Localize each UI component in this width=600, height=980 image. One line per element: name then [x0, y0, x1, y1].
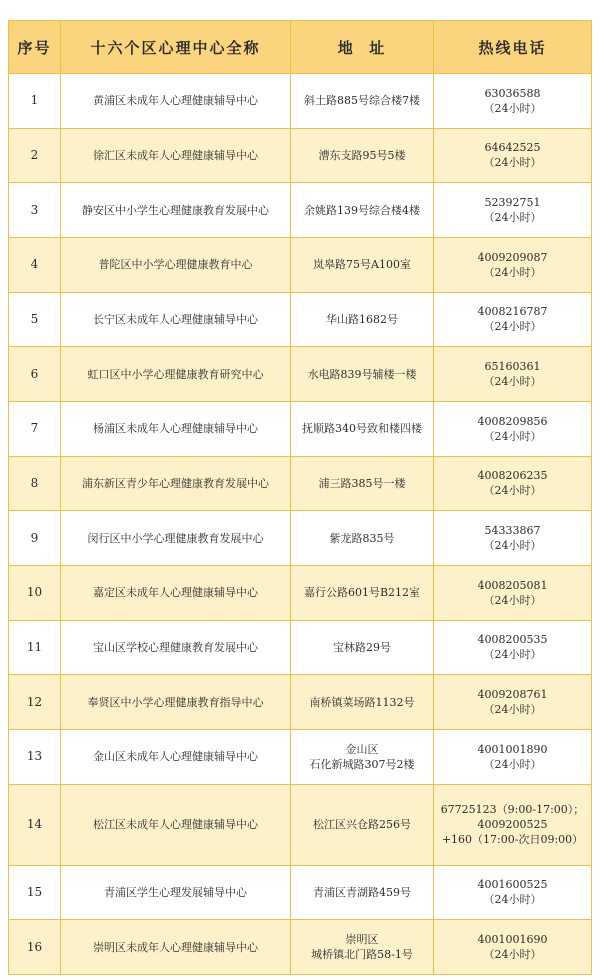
- center-name: 闵行区中小学心理健康教育发展中心: [61, 511, 291, 566]
- center-name: 浦东新区青少年心理健康教育发展中心: [61, 456, 291, 511]
- address-line: 青浦区青湖路459号: [313, 885, 411, 899]
- table-row: [9, 920, 592, 975]
- address-line: 漕东支路95号5楼: [318, 148, 406, 162]
- hotline-phone: [434, 620, 592, 675]
- table-row: [9, 237, 592, 292]
- hotline-phone: [434, 347, 592, 402]
- address-line: 水电路839号辅楼一楼: [307, 367, 417, 381]
- phone-line: 4009208761: [477, 688, 548, 702]
- row-index: 9: [9, 511, 61, 566]
- table-row: [9, 675, 592, 730]
- row-index: 2: [9, 128, 61, 183]
- address-line: 石化新城路307号2楼: [309, 757, 415, 771]
- center-name: 普陀区中小学心理健康教育中心: [61, 237, 291, 292]
- address-line: 城桥镇北门路58-1号: [311, 948, 413, 962]
- center-address: [291, 183, 434, 238]
- center-name: 松江区未成年人心理健康辅导中心: [61, 784, 291, 865]
- row-index: 13: [9, 729, 61, 784]
- phone-line: （24小时）: [483, 893, 542, 907]
- phone-line: 64642525: [484, 141, 541, 155]
- center-name: 奉贤区中小学心理健康教育指导中心: [61, 675, 291, 730]
- address-line: 岚皋路75号A100室: [313, 258, 411, 272]
- row-index: 7: [9, 401, 61, 456]
- table-row: [9, 565, 592, 620]
- hotline-phone: [434, 401, 592, 456]
- table-row: [9, 183, 592, 238]
- row-index: 12: [9, 675, 61, 730]
- center-name: 黄浦区未成年人心理健康辅导中心: [61, 74, 291, 129]
- center-address: [291, 865, 434, 920]
- phone-line: （24小时）: [483, 101, 542, 115]
- address-line: 余姚路139号综合楼4楼: [304, 203, 420, 217]
- phone-line: （24小时）: [483, 265, 542, 279]
- hotline-phone: [434, 292, 592, 347]
- hotline-phone: [434, 183, 592, 238]
- hotline-phone: [434, 729, 592, 784]
- header-address: 地 址: [291, 21, 434, 74]
- row-index: 11: [9, 620, 61, 675]
- hotline-phone: [434, 565, 592, 620]
- hotline-phone: [434, 74, 592, 129]
- table-body: [9, 74, 592, 975]
- phone-line: （24小时）: [483, 484, 542, 498]
- phone-line: （24小时）: [483, 539, 542, 553]
- phone-line: 4008205081: [477, 578, 548, 592]
- center-address: [291, 565, 434, 620]
- table-row: [9, 784, 592, 865]
- center-address: [291, 347, 434, 402]
- phone-line: 65160361: [484, 360, 541, 374]
- address-line: 斜土路885号综合楼7楼: [304, 94, 420, 108]
- phone-line: 4008200535: [477, 633, 548, 647]
- center-address: [291, 401, 434, 456]
- header-phone: 热线电话: [434, 21, 592, 74]
- table-row: [9, 347, 592, 402]
- phone-line: 67725123（9:00-17:00）；: [440, 803, 585, 817]
- phone-line: 4001600525: [477, 878, 548, 892]
- phone-line: （24小时）: [483, 648, 542, 662]
- table-row: [9, 865, 592, 920]
- phone-line: （24小时）: [483, 703, 542, 717]
- center-name: 长宁区未成年人心理健康辅导中心: [61, 292, 291, 347]
- phone-line: 4001001890: [477, 742, 548, 756]
- address-line: 嘉行公路601号B212室: [303, 586, 421, 600]
- hotline-phone: [434, 456, 592, 511]
- address-line: 金山区: [345, 742, 379, 756]
- center-table: [8, 20, 592, 975]
- center-name: 金山区未成年人心理健康辅导中心: [61, 729, 291, 784]
- row-index: 14: [9, 784, 61, 865]
- header-name: 十六个区心理中心全称: [61, 21, 291, 74]
- center-address: [291, 511, 434, 566]
- row-index: 8: [9, 456, 61, 511]
- phone-line: （24小时）: [483, 375, 542, 389]
- center-address: [291, 74, 434, 129]
- phone-line: （24小时）: [483, 593, 542, 607]
- center-name: 宝山区学校心理健康教育发展中心: [61, 620, 291, 675]
- table-row: [9, 456, 592, 511]
- phone-line: （24小时）: [483, 156, 542, 170]
- phone-line: 52392751: [484, 196, 541, 210]
- phone-line: 54333867: [484, 524, 541, 538]
- phone-line: （24小时）: [483, 429, 542, 443]
- row-index: 1: [9, 74, 61, 129]
- center-address: [291, 729, 434, 784]
- table-row: [9, 401, 592, 456]
- address-line: 华山路1682号: [326, 312, 398, 326]
- phone-line: （24小时）: [483, 948, 542, 962]
- phone-line: 4008216787: [477, 305, 548, 319]
- table-row: [9, 620, 592, 675]
- table-header: [9, 21, 592, 74]
- phone-line: （24小时）: [483, 757, 542, 771]
- header-index: 序号: [9, 21, 61, 74]
- center-name: 崇明区未成年人心理健康辅导中心: [61, 920, 291, 975]
- row-index: 15: [9, 865, 61, 920]
- table-row: [9, 511, 592, 566]
- table-row: [9, 74, 592, 129]
- address-line: 紫龙路835号: [329, 531, 395, 545]
- center-name: 嘉定区未成年人心理健康辅导中心: [61, 565, 291, 620]
- phone-line: 4001001690: [477, 933, 548, 947]
- row-index: 5: [9, 292, 61, 347]
- center-name: 静安区中小学生心理健康教育发展中心: [61, 183, 291, 238]
- hotline-phone: [434, 865, 592, 920]
- address-line: 宝林路29号: [333, 640, 391, 654]
- center-address: [291, 620, 434, 675]
- hotline-phone: [434, 920, 592, 975]
- center-address: [291, 784, 434, 865]
- phone-line: 4008209856: [477, 414, 548, 428]
- center-address: [291, 456, 434, 511]
- phone-line: 4008206235: [477, 469, 548, 483]
- table-row: [9, 292, 592, 347]
- center-address: [291, 920, 434, 975]
- phone-line: 4009209087: [477, 250, 548, 264]
- table-row: [9, 128, 592, 183]
- hotline-phone: [434, 675, 592, 730]
- phone-line: 4009200525: [477, 818, 548, 832]
- address-line: 抚顺路340号致和楼四楼: [302, 422, 422, 436]
- address-line: 松江区兴仓路256号: [313, 818, 411, 832]
- hotline-phone: [434, 237, 592, 292]
- phone-line: 63036588: [484, 86, 541, 100]
- phone-line: （24小时）: [483, 320, 542, 334]
- center-address: [291, 237, 434, 292]
- center-name: 青浦区学生心理发展辅导中心: [61, 865, 291, 920]
- row-index: 3: [9, 183, 61, 238]
- phone-line: （24小时）: [483, 211, 542, 225]
- row-index: 10: [9, 565, 61, 620]
- header-row: [9, 21, 592, 74]
- address-line: 浦三路385号一楼: [318, 476, 406, 490]
- center-name: 徐汇区未成年人心理健康辅导中心: [61, 128, 291, 183]
- row-index: 4: [9, 237, 61, 292]
- address-line: 南桥镇菜场路1132号: [309, 695, 415, 709]
- center-address: [291, 128, 434, 183]
- center-address: [291, 292, 434, 347]
- center-name: 虹口区中小学心理健康教育研究中心: [61, 347, 291, 402]
- hotline-phone: [434, 784, 592, 865]
- row-index: 6: [9, 347, 61, 402]
- hotline-phone: [434, 128, 592, 183]
- center-address: [291, 675, 434, 730]
- center-name: 杨浦区未成年人心理健康辅导中心: [61, 401, 291, 456]
- address-line: 崇明区: [345, 933, 379, 947]
- row-index: 16: [9, 920, 61, 975]
- table-row: [9, 729, 592, 784]
- hotline-phone: [434, 511, 592, 566]
- phone-line: +160（17:00-次日09:00）: [441, 833, 584, 847]
